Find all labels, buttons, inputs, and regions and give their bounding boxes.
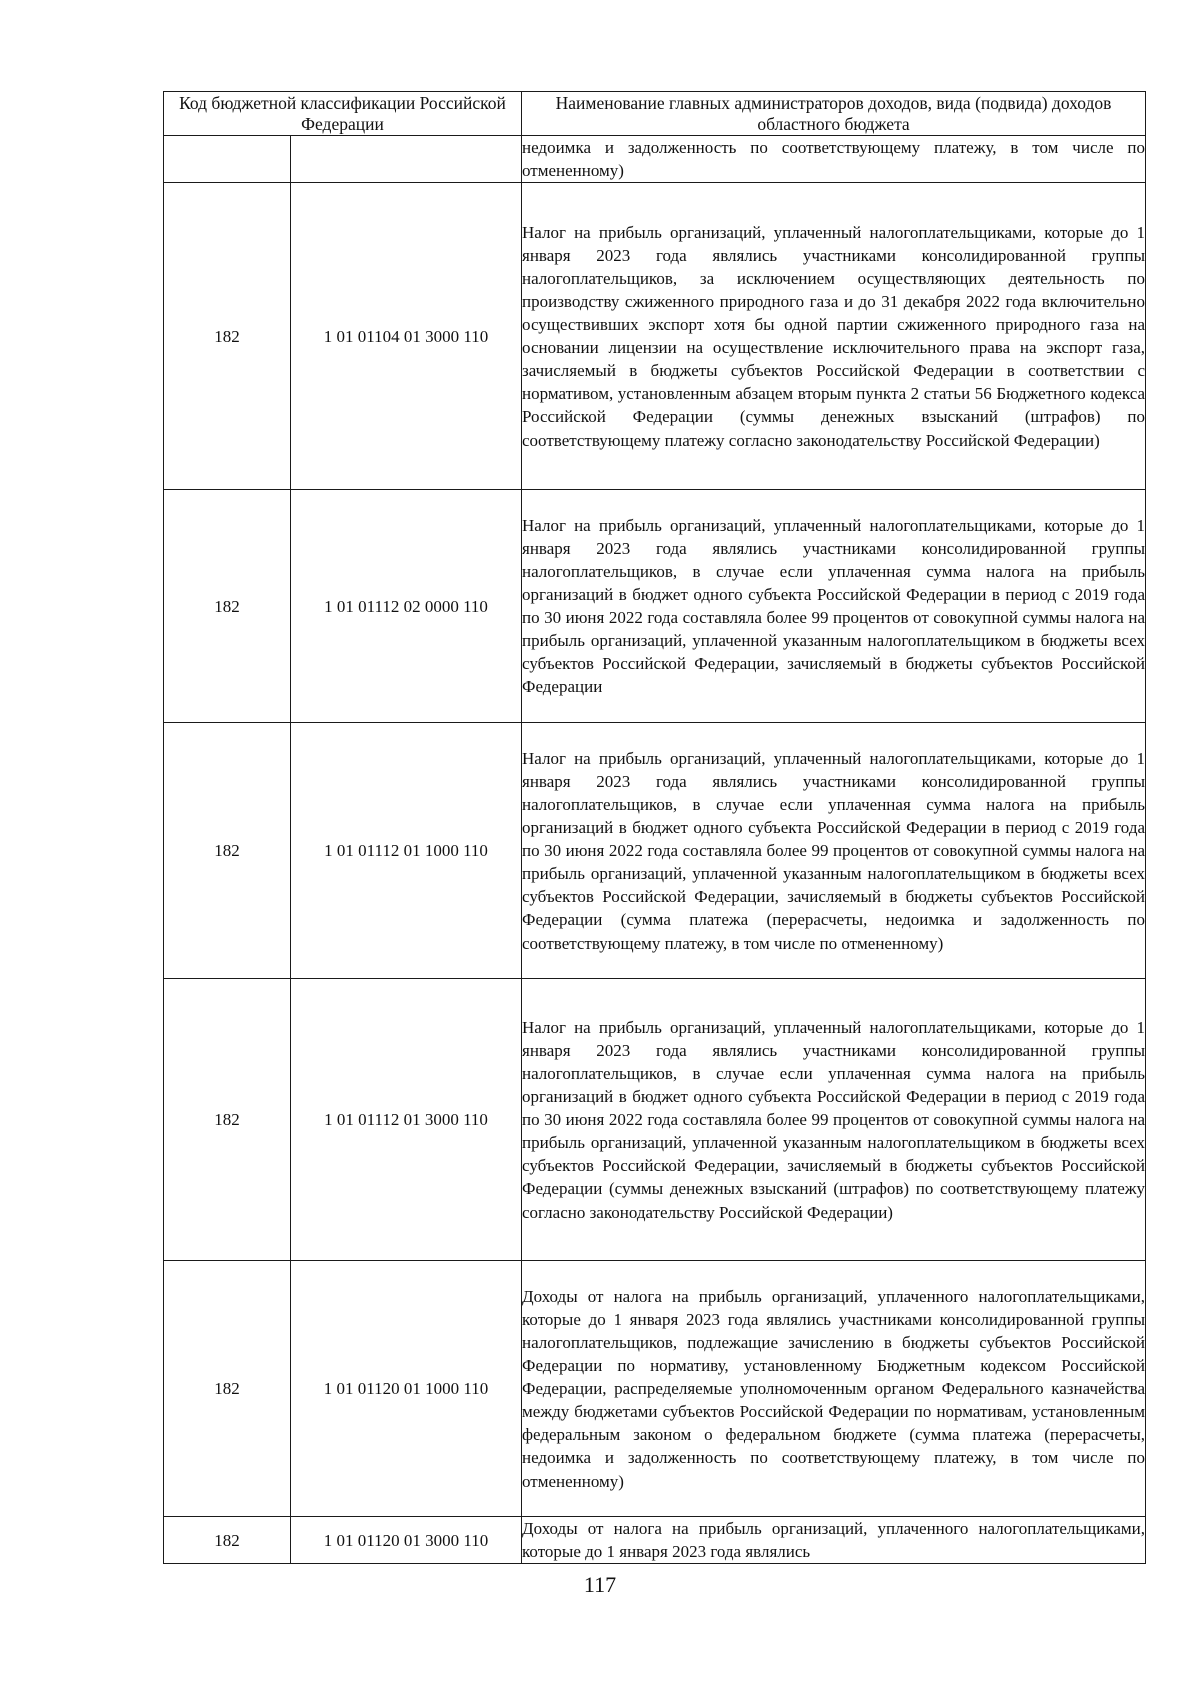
revenue-name-cell: Налог на прибыль организаций, уплаченный налогоплательщиками, которые до 1 января 2023 года являлись участниками консолидированной группы налогоплательщиков, в случае если уплаченная сумма налога на прибыль организаций в бюджет одного субъекта Российской Федерации в период с 2019 года по 30 июня 2022 года составляла более 99 процентов от совокупной суммы налога на прибыль организаций, уплаченной указанным налогоплательщиком в бюджеты всех субъектов Российской Федерации, зачисляемый в бюджеты субъектов Российской Федерации (суммы денежных взысканий (штрафов) по соответствующему платежу согласно законодательству Российской Федерации) <box>522 979 1146 1261</box>
budget-code-cell: 1 01 01112 01 1000 110 <box>291 723 522 979</box>
admin-code-cell: 182 <box>164 1261 291 1517</box>
revenue-name-cell: недоимка и задолженность по соответствующему платежу, в том числе по отмененному) <box>522 136 1146 183</box>
budget-code-cell: 1 01 01120 01 1000 110 <box>291 1261 522 1517</box>
table-row <box>164 979 1146 1261</box>
admin-code-cell <box>164 136 291 183</box>
admin-code-cell: 182 <box>164 979 291 1261</box>
table-row <box>164 490 1146 723</box>
revenue-name-cell: Доходы от налога на прибыль организаций, уплаченного налогоплательщиками, которые до 1 января 2023 года являлись участниками консолидированной группы налогоплательщиков, подлежащие зачислению в бюджеты субъектов Российской Федерации по нормативу, установленному Бюджетным кодексом Российской Федерации, распределяемые уполномоченным органом Федерального казначейства между бюджетами субъектов Российской Федерации по нормативам, установленным федеральным законом о федеральном бюджете (сумма платежа (перерасчеты, недоимка и задолженность по соответствующему платежу, в том числе по отмененному) <box>522 1261 1146 1517</box>
revenue-name-cell: Налог на прибыль организаций, уплаченный налогоплательщиками, которые до 1 января 2023 года являлись участниками консолидированной группы налогоплательщиков, в случае если уплаченная сумма налога на прибыль организаций в бюджет одного субъекта Российской Федерации в период с 2019 года по 30 июня 2022 года составляла более 99 процентов от совокупной суммы налога на прибыль организаций, уплаченной указанным налогоплательщиком в бюджеты всех субъектов Российской Федерации, зачисляемый в бюджеты субъектов Российской Федерации <box>522 490 1146 723</box>
revenue-name-cell: Налог на прибыль организаций, уплаченный налогоплательщиками, которые до 1 января 2023 года являлись участниками консолидированной группы налогоплательщиков, в случае если уплаченная сумма налога на прибыль организаций в бюджет одного субъекта Российской Федерации в период с 2019 года по 30 июня 2022 года составляла более 99 процентов от совокупной суммы налога на прибыль организаций, уплаченной указанным налогоплательщиком в бюджеты всех субъектов Российской Федерации, зачисляемый в бюджеты субъектов Российской Федерации (сумма платежа (перерасчеты, недоимка и задолженность по соответствующему платежу, в том числе по отмененному) <box>522 723 1146 979</box>
revenue-name-cell: Налог на прибыль организаций, уплаченный налогоплательщиками, которые до 1 января 2023 года являлись участниками консолидированной группы налогоплательщиков, за исключением осуществляющих деятельность по производству сжиженного природного газа и до 31 декабря 2022 года включительно осуществивших экспорт хотя бы одной партии сжиженного природного газа на основании лицензии на осуществление исключительного права на экспорт газа, зачисляемый в бюджеты субъектов Российской Федерации в соответствии с нормативом, установленным абзацем вторым пункта 2 статьи 56 Бюджетного кодекса Российской Федерации (суммы денежных взысканий (штрафов) по соответствующему платежу согласно законодательству Российской Федерации) <box>522 183 1146 490</box>
table-header-row <box>164 92 1146 136</box>
revenue-name-header: Наименование главных администраторов доходов, вида (подвида) доходов областного бюджета <box>522 92 1146 136</box>
admin-code-cell: 182 <box>164 1517 291 1564</box>
page-number: 117 <box>583 1572 617 1597</box>
table-row <box>164 136 1146 183</box>
revenue-name-cell: Доходы от налога на прибыль организаций, уплаченного налогоплательщиками, которые до 1 января 2023 года являлись <box>522 1517 1146 1564</box>
table-row <box>164 1261 1146 1517</box>
budget-code-cell: 1 01 01104 01 3000 110 <box>291 183 522 490</box>
budget-code-cell: 1 01 01120 01 3000 110 <box>291 1517 522 1564</box>
admin-code-cell: 182 <box>164 183 291 490</box>
admin-code-cell: 182 <box>164 723 291 979</box>
admin-code-cell: 182 <box>164 490 291 723</box>
table-row <box>164 183 1146 490</box>
table-row <box>164 1517 1146 1564</box>
table-row <box>164 723 1146 979</box>
budget-code-cell: 1 01 01112 02 0000 110 <box>291 490 522 723</box>
revenue-classification-table <box>163 91 1146 1564</box>
budget-code-cell <box>291 136 522 183</box>
budget-code-header: Код бюджетной классификации Российской Федерации <box>164 92 522 136</box>
budget-code-cell: 1 01 01112 01 3000 110 <box>291 979 522 1261</box>
